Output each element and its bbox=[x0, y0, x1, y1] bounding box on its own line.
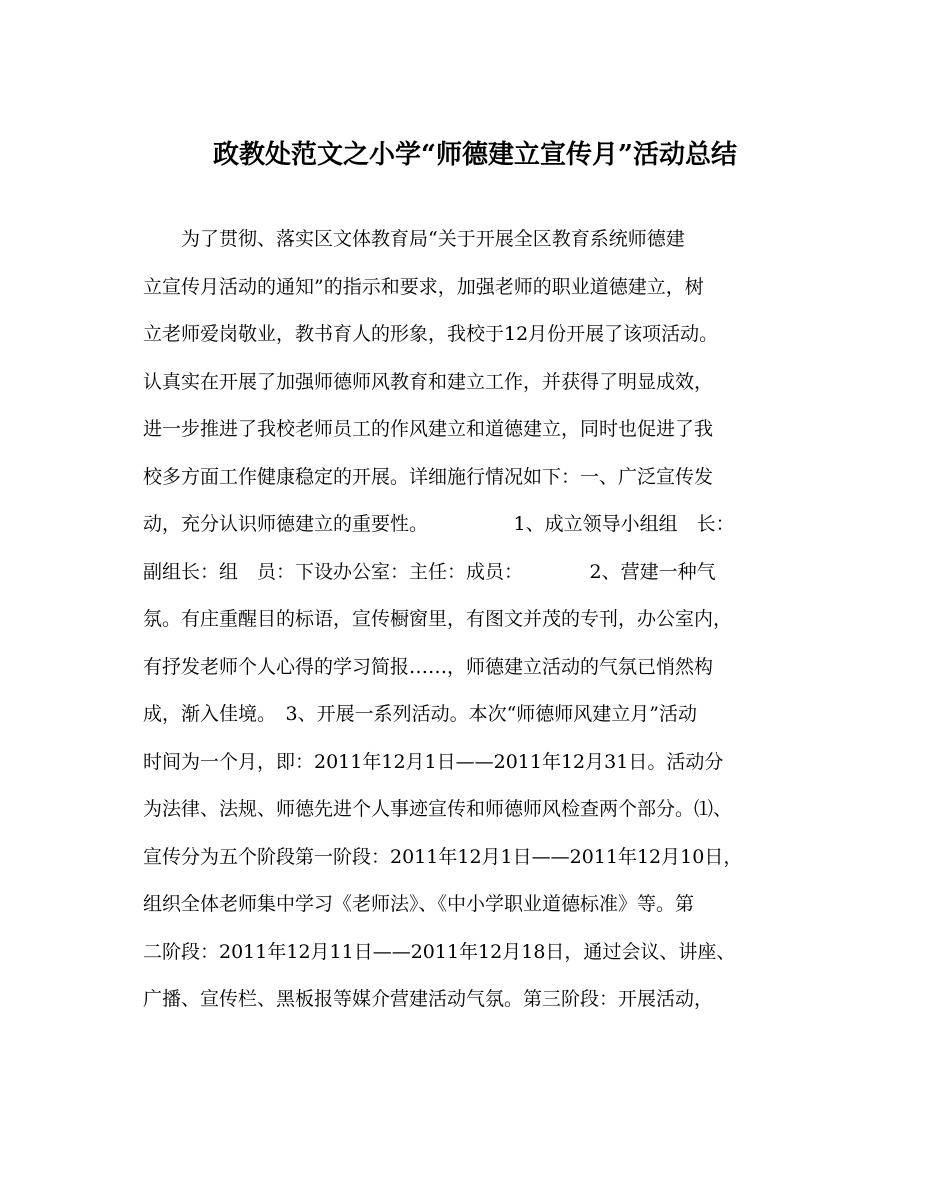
body-line-8: 副组长：组 员：下设办公室：主任：成员： 2、营建一种气 bbox=[143, 560, 716, 583]
body-line-14: 宣传分为五个阶段第一阶段：2011年12月1日——2011年12月10日， bbox=[143, 845, 743, 868]
body-line-1: 为了贯彻、落实区文体教育局“关于开展全区教育系统师德建 bbox=[143, 228, 685, 250]
body-line-15: 组织全体老师集中学习《老师法》、《中小学职业道德标准》等。第 bbox=[143, 893, 695, 915]
body-line-6: 校多方面工作健康稳定的开展。详细施行情况如下：一、广泛宣传发 bbox=[143, 465, 714, 488]
body-line-16: 二阶段：2011年12月11日——2011年12月18日，通过会议、讲座、 bbox=[143, 940, 736, 963]
body-line-11: 成，渐入佳境。 3、开展一系列活动。本次“师德师风建立月”活动 bbox=[143, 703, 698, 725]
body-line-4: 认真实在开展了加强师德师风教育和建立工作，并获得了明显成效， bbox=[143, 370, 714, 393]
body-line-7: 动，充分认识师德建立的重要性。 1、成立领导小组组 长： bbox=[143, 513, 735, 535]
body-line-10: 有抒发老师个人心得的学习简报……，师德建立活动的气氛已悄然构 bbox=[143, 655, 714, 678]
document-title: 政教处范文之小学“师德建立宣传月”活动总结 bbox=[213, 140, 737, 170]
body-line-13: 为法律、法规、师德先进个人事迹宣传和师德师风检查两个部分。⑴、 bbox=[143, 798, 733, 820]
document-body bbox=[143, 216, 823, 1024]
body-line-5: 进一步推进了我校老师员工的作风建立和道德建立，同时也促进了我 bbox=[143, 418, 714, 440]
body-line-9: 氛。有庄重醒目的标语，宣传橱窗里，有图文并茂的专刊，办公室内， bbox=[143, 608, 733, 630]
body-line-2: 立宣传月活动的通知”的指示和要求，加强老师的职业道德建立，树 bbox=[143, 275, 704, 298]
body-line-3: 立老师爱岗敬业，教书育人的形象，我校于12月份开展了该项活动。 bbox=[143, 323, 719, 345]
body-line-12: 时间为一个月，即：2011年12月1日——2011年12月31日。活动分 bbox=[143, 750, 724, 773]
body-line-17: 广播、宣传栏、黑板报等媒介营建活动气氛。第三阶段：开展活动， bbox=[143, 988, 714, 1010]
